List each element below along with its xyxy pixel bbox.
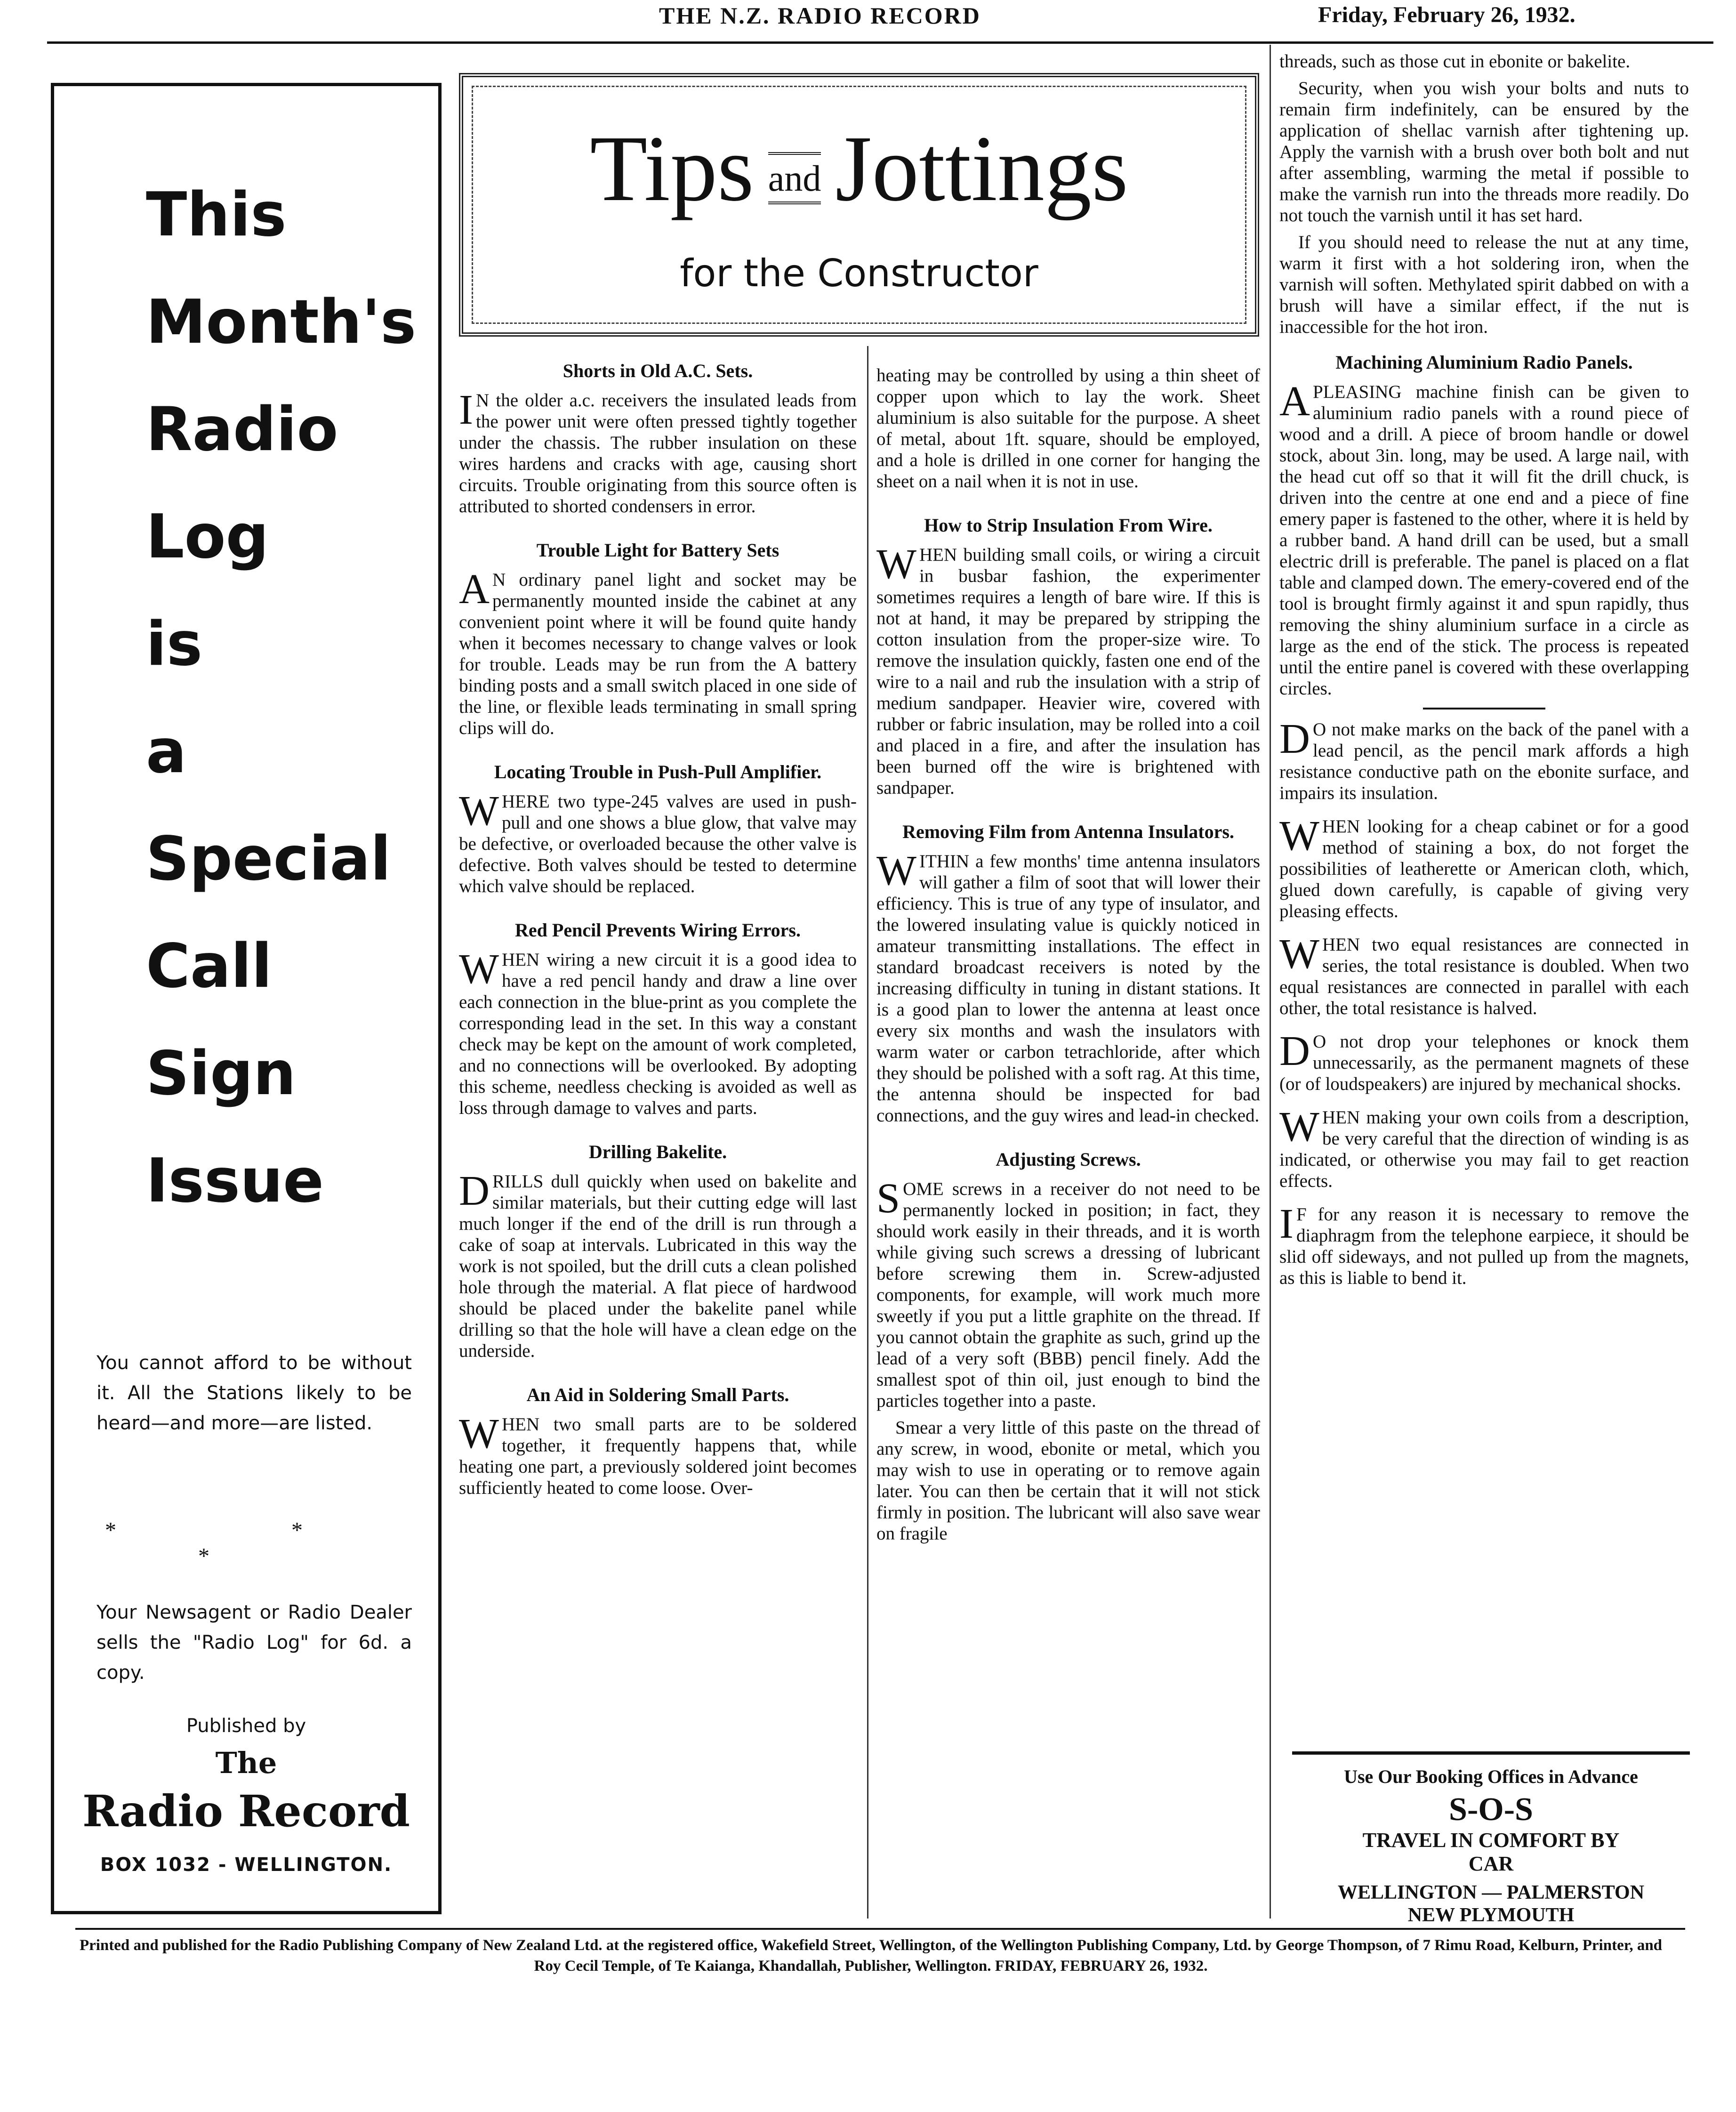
ad-separator: * * * bbox=[105, 1518, 387, 1569]
sos-top-rule bbox=[1292, 1751, 1690, 1755]
article-heading: Red Pencil Prevents Wiring Errors. bbox=[515, 919, 801, 941]
bottom-rule bbox=[75, 1928, 1685, 1930]
title-and: and bbox=[768, 152, 821, 204]
section-rule bbox=[1423, 708, 1545, 709]
drop-cap: D bbox=[1279, 716, 1310, 762]
article-paragraph: heating may be controlled by using a thin sheet of copper upon which to lay the work. Sheet aluminium is also suitable for the purpose. A sheet of metal, about 1ft. square, should be employed, and a hole is drilled in one corner for hanging the sheet on a nail when it is not in use. bbox=[876, 365, 1260, 492]
drop-cap: S bbox=[876, 1175, 900, 1222]
column-divider bbox=[1270, 45, 1271, 1919]
ad-publisher-name: Radio Record bbox=[82, 1786, 410, 1837]
ad-headline-word: This bbox=[146, 180, 287, 250]
imprint-footer: Printed and published for the Radio Publishing Company of New Zealand Ltd. at the registered office, Wakefield Street, Wellington, of the Wellington Publishing Company, Ltd. by George Thompson, of 7 Rimu Road, Kelburn, Printer, and Roy Cecil Temple, of Te Kaianga, Khandallah, Publisher, Wellington. FRIDAY, FEBRUARY 26, 1932. bbox=[79, 1937, 1663, 1975]
drop-cap: A bbox=[1279, 378, 1310, 425]
ad-headline-word: Sign bbox=[146, 1039, 296, 1109]
article-column-2 bbox=[876, 365, 1260, 1550]
article-paragraph: WHEN making your own coils from a description, be very careful that the direction of winding is as indicated, or otherwise you may fail to get reaction effects. bbox=[1279, 1104, 1689, 1191]
article-heading: Locating Trouble in Push-Pull Amplifier. bbox=[494, 761, 822, 782]
article-paragraph: WHEN wiring a new circuit it is a good idea to have a red pencil handy and draw a line over each connection in the blue-print as you complete the corresponding lead in the set. In this way a constant check may be kept on the amount of work completed, and no connections will be overlooked. By adopting this scheme, needless checking is avoided as well as loss through damage to valves and parts. bbox=[459, 946, 857, 1118]
ad-sale-note: Your Newsagent or Radio Dealer sells the "Radio Log" for 6d. a copy. bbox=[96, 1602, 412, 1684]
ad-headline-word: Month's bbox=[146, 287, 417, 357]
article-column-3 bbox=[1279, 51, 1689, 1294]
top-rule bbox=[47, 41, 1713, 44]
sos-booking-line: Use Our Booking Offices in Advance bbox=[1344, 1766, 1638, 1787]
article-paragraph: WHEN two equal resistances are connected in series, the total resistance is doubled. When two equal resistances are connected in parallel with each other, the total resistance is halved. bbox=[1279, 931, 1689, 1018]
drop-cap: W bbox=[459, 946, 499, 992]
drop-cap: W bbox=[1279, 931, 1319, 977]
title-tips: Tips bbox=[590, 117, 754, 221]
drop-cap: W bbox=[459, 1411, 499, 1457]
ad-headline-word: a bbox=[146, 717, 187, 787]
radio-log-advertisement bbox=[51, 83, 442, 1914]
article-paragraph: DRILLS dull quickly when used on bakelite and similar materials, but their cutting edge will last much longer if the end of the drill is run through a cake of soap at intervals. Lubricated in this way the work is not spoiled, but the drill cuts a clean polished hole through the material. A flat piece of hardwood should be placed under the bakelite panel while drilling so that the hole will have a clean edge on the underside. bbox=[459, 1168, 857, 1361]
drop-cap: W bbox=[1279, 1104, 1319, 1150]
column-divider bbox=[867, 346, 868, 1919]
ad-body-text: You cannot afford to be without it. All the Stations likely to be heard—and more—are listed. bbox=[96, 1352, 412, 1434]
article-paragraph: If you should need to release the nut at any time, warm it first with a hot soldering iron, when the varnish will soften. Methylated spirit dabbed on with a brush will have a similar effect, if the nut is inaccessible for the hot iron. bbox=[1279, 232, 1689, 337]
ad-headline-word: Issue bbox=[146, 1146, 324, 1216]
article-paragraph: I N the older a.c. receivers the insulated leads from the power unit were often pressed tightly together under the chassis. The rubber insulation on these wires hardens and cracks with age, causing short circuits. Trouble originating from this source often is attributed to shorted condensers in error. bbox=[459, 387, 857, 516]
article-paragraph: I F for any reason it is necessary to remove the diaphragm from the telephone earpiece, it should be slid off sideways, and not pulled up from the magnets, as this is liable to bend it. bbox=[1279, 1201, 1689, 1288]
drop-cap: D bbox=[1279, 1028, 1310, 1074]
masthead-date: Friday, February 26, 1932. bbox=[1318, 2, 1575, 27]
sos-name: S-O-S bbox=[1449, 1791, 1533, 1828]
drop-cap: D bbox=[459, 1168, 490, 1214]
article-heading: Trouble Light for Battery Sets bbox=[536, 540, 780, 561]
ad-address: BOX 1032 - WELLINGTON. bbox=[100, 1854, 393, 1876]
article-heading: Shorts in Old A.C. Sets. bbox=[563, 360, 753, 381]
ad-headline-word: Call bbox=[146, 931, 273, 1001]
article-paragraph: WHERE two type-245 valves are used in push-pull and one shows a blue glow, that valve may be defective, or overloaded because the other valve is defective. Both valves should be tested to determine which valve should be replaced. bbox=[459, 788, 857, 896]
article-heading: Drilling Bakelite. bbox=[588, 1141, 727, 1162]
article-paragraph: SOME screws in a receiver do not need to be permanently locked in position; in fact, they should work easily in their threads, and it is worth while giving such screws a dressing of lubricant before screwing them in. Screw-adjusted components, for example, will work much more sweetly if you put a little graphite on the thread. If you cannot obtain the graphite as such, grind up the lead of a very soft (BBB) pencil finely. Add the smallest spot of thin oil, just enough to bind the particles together into a paste. bbox=[876, 1175, 1260, 1411]
drop-cap: W bbox=[876, 541, 916, 588]
article-paragraph: APLEASING machine finish can be given to aluminium radio panels with a round piece of wood and a drill. A piece of broom handle or dowel stock, about 3in. long, may be used. A large nail, with the head cut off so that it will fit the drill chuck, is driven into the centre at one end and a piece of fine emery paper is fastened to the other, where it is held by a rubber band. A hand drill can be used, but a small electric drill is preferable. The panel is placed on a flat table and clamped down. The emery-covered end of the tool is brought firmly against it and spun rapidly, thus removing the shiny aluminium surface in a circle as large as the end of the stick. The process is repeated until the entire panel is covered with these overlapping circles. bbox=[1279, 378, 1689, 699]
article-paragraph: Security, when you wish your bolts and nuts to remain firm indefinitely, can be ensured by the application of shellac varnish after tightening up. Apply the varnish with a brush over both bolt and nut after assembling, warming the metal if possible to make the varnish run into the threads more readily. Do not touch the varnish until it has set hard. bbox=[1279, 78, 1689, 226]
sos-advertisement bbox=[1292, 1765, 1690, 1927]
article-column-1 bbox=[459, 346, 857, 1504]
drop-cap: I bbox=[459, 387, 473, 433]
article-heading: Adjusting Screws. bbox=[996, 1149, 1141, 1170]
drop-cap: W bbox=[459, 788, 499, 834]
ad-headline-word: Log bbox=[146, 502, 269, 572]
drop-cap: A bbox=[459, 566, 490, 613]
article-paragraph: WITHIN a few months' time antenna insulators will gather a film of soot that will lower their efficiency. This is true of any type of insulator, and the lowered insulating value is quickly noticed in amateur transmitting installations. The effect in standard broadcast receivers is noted by the increasing difficulty in tuning in distant stations. It is a good plan to lower the antenna at least once every six months and wash the insulators with warm water or carbon tetrachloride, after which they should be polished with a soft rag. At this time, the antenna should be inspected for bad connections, and the guy wires and lead-in checked. bbox=[876, 847, 1260, 1126]
drop-cap: I bbox=[1279, 1201, 1294, 1247]
masthead-title: THE N.Z. RADIO RECORD bbox=[659, 2, 981, 29]
article-paragraph: D O not drop your telephones or knock them unnecessarily, as the permanent magnets of these (or of loudspeakers) are injured by mechanical shocks. bbox=[1279, 1028, 1689, 1094]
title-banner bbox=[459, 73, 1259, 337]
sos-destinations: WELLINGTON — PALMERSTON NEW PLYMOUTH bbox=[1337, 1882, 1645, 1926]
article-paragraph: WHEN two small parts are to be soldered together, it frequently happens that, while heating one part, a previously soldered joint becomes sufficiently heated to come loose. Over- bbox=[459, 1411, 857, 1498]
ad-headline-word: Special bbox=[146, 824, 391, 894]
ad-headline-word: is bbox=[146, 609, 203, 679]
ad-headline-word: Radio bbox=[146, 395, 338, 465]
drop-cap: W bbox=[1279, 813, 1319, 859]
page-title bbox=[463, 117, 1255, 221]
title-jottings: Jottings bbox=[835, 117, 1128, 221]
article-paragraph: Smear a very little of this paste on the thread of any screw, in wood, ebonite or metal, which you may wish to use in operating or to remove again later. You can then be certain that it will not stick firmly in position. The lubricant will also save wear on fragile bbox=[876, 1418, 1260, 1544]
article-paragraph: A N ordinary panel light and socket may be permanently mounted inside the cabinet at any convenient point where it will be found quite handy when it becomes necessary to change valves or look for trouble. Leads may be run from the A battery binding posts and a small switch placed in one side of the line, or flexible leads terminating in small spring clips will do. bbox=[459, 566, 857, 738]
article-paragraph: threads, such as those cut in ebonite or bakelite. bbox=[1279, 51, 1631, 72]
article-heading: How to Strip Insulation From Wire. bbox=[924, 515, 1213, 536]
sos-travel-line: TRAVEL IN COMFORT BY CAR bbox=[1362, 1829, 1620, 1875]
ad-publisher-the: The bbox=[215, 1746, 277, 1780]
ad-published-by: Published by bbox=[186, 1715, 306, 1737]
article-paragraph: WHEN building small coils, or wiring a circuit in busbar fashion, the experimenter sometimes requires a length of bare wire. If this is not at hand, it may be prepared by stripping the cotton insulation from the proper-size wire. To remove the insulation quickly, fasten one end of the wire to a nail and rub the insulation with a strip of medium sandpaper. Heavier wire, covered with rubber or fabric insulation, may be rolled into a coil and placed in a fire, and after the insulation has been burned off the wire is brightened with sandpaper. bbox=[876, 541, 1260, 798]
article-heading: Machining Aluminium Radio Panels. bbox=[1335, 352, 1633, 373]
article-heading: An Aid in Soldering Small Parts. bbox=[526, 1384, 789, 1405]
drop-cap: W bbox=[876, 847, 916, 894]
article-heading: Removing Film from Antenna Insulators. bbox=[902, 821, 1234, 842]
article-paragraph: D O not make marks on the back of the panel with a lead pencil, as the pencil mark affords a high resistance conductive path on the ebonite surface, and impairs its insulation. bbox=[1279, 716, 1689, 803]
article-paragraph: WHEN looking for a cheap cabinet or for a good method of staining a box, do not forget the possibilities of leatherette or American cloth, which, glued down carefully, is capable of giving very pleasing effects. bbox=[1279, 813, 1689, 921]
page-subtitle: for the Constructor bbox=[680, 251, 1038, 295]
